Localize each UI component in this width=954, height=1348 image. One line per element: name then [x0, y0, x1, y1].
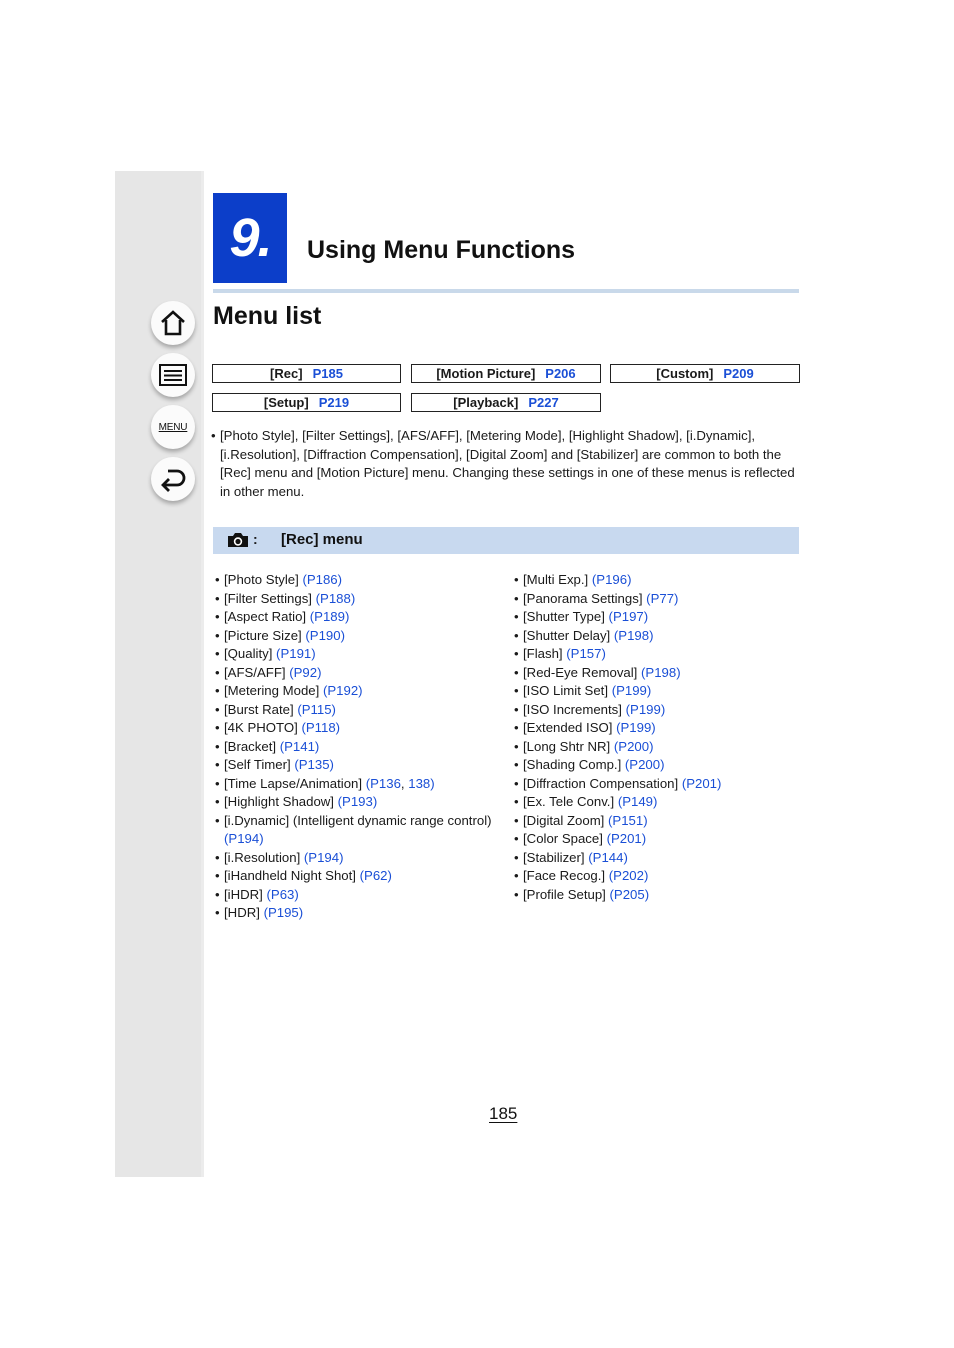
page-link[interactable]: (P62)	[359, 868, 392, 883]
menu-ref-setup	[212, 393, 401, 412]
page-link[interactable]: (P188)	[315, 590, 356, 606]
page-link[interactable]: (P77)	[646, 590, 679, 606]
page-link[interactable]: (P196)	[591, 572, 632, 587]
menu-ref-page-link[interactable]: P209	[723, 366, 754, 381]
list-icon	[158, 363, 188, 387]
page-link[interactable]: (P198)	[641, 664, 681, 680]
list-item	[215, 608, 495, 627]
list-item	[514, 701, 799, 720]
chapter-number: 9.	[213, 193, 287, 283]
page-link[interactable]: (P189)	[309, 609, 350, 624]
rec-menu-list-left	[215, 571, 495, 923]
list-item	[514, 664, 799, 683]
list-item	[215, 738, 495, 757]
page-link[interactable]: (P149)	[617, 794, 658, 809]
item-label: [Digital Zoom]	[523, 812, 605, 828]
rec-menu-header	[213, 527, 799, 554]
page-link[interactable]: (P201)	[681, 775, 722, 791]
menu-ref-rec	[212, 364, 401, 383]
item-label: [Profile Setup]	[523, 886, 606, 902]
list-item	[215, 886, 495, 905]
menu-ref-page-link[interactable]: P227	[528, 395, 559, 410]
item-label: [iHDR]	[224, 886, 263, 902]
item-label: [Highlight Shadow]	[224, 794, 334, 809]
list-item	[514, 830, 799, 849]
page-link-second[interactable]: 138)	[408, 775, 435, 791]
chapter-rule	[213, 289, 799, 293]
list-item	[514, 590, 799, 609]
item-label: [Panorama Settings]	[523, 590, 643, 606]
page-link[interactable]: (P115)	[297, 701, 336, 717]
rec-menu-colon: :	[253, 531, 258, 547]
item-label: [Shutter Delay]	[523, 627, 611, 643]
list-item	[514, 608, 799, 627]
item-label: [Multi Exp.]	[523, 572, 589, 587]
item-label: [Color Space]	[523, 831, 603, 846]
item-label: [Time Lapse/Animation]	[224, 775, 363, 791]
list-item	[514, 812, 799, 831]
item-label: [Quality]	[224, 646, 273, 661]
item-label: [Red-Eye Removal]	[523, 664, 638, 680]
item-label: [ISO Increments]	[523, 701, 622, 717]
list-item	[514, 719, 799, 738]
item-label: [Diffraction Compensation]	[523, 775, 679, 791]
page-link[interactable]: (P135)	[294, 757, 334, 772]
page-link[interactable]: (P197)	[608, 609, 649, 624]
item-label: [Ex. Tele Conv.]	[523, 794, 615, 809]
item-label: [4K PHOTO]	[224, 720, 298, 735]
list-item	[215, 571, 495, 590]
menu-ref-label: [Custom]	[656, 366, 714, 381]
item-label: [Bracket]	[224, 738, 277, 754]
page-link[interactable]: (P190)	[305, 627, 345, 643]
item-label: [AFS/AFF]	[224, 664, 286, 680]
item-label: [Long Shtr NR]	[523, 738, 611, 754]
note-text: [Photo Style], [Filter Settings], [AFS/AFF], [Metering Mode], [Highlight Shadow], [i.Dynamic], [i.Resolution], [Diffraction Compensation], [Digital Zoom] and [Stabilizer] are common to both the [Rec] menu and [Motion Picture] menu. Changing these settings in one of these menus is reflected in other menu.	[220, 428, 795, 499]
item-label: [Extended ISO]	[523, 720, 613, 735]
page-link[interactable]: (P191)	[276, 646, 316, 661]
item-label: [Picture Size]	[224, 627, 302, 643]
list-item	[514, 645, 799, 664]
item-label: [Metering Mode]	[224, 683, 320, 698]
list-item: • [Time Lapse/Animation] (P136, 138)	[215, 775, 495, 794]
home-icon	[158, 309, 188, 337]
item-label: [i.Dynamic] (Intelligent dynamic range control)	[224, 812, 492, 828]
menu-ref-label: [Setup]	[263, 395, 309, 410]
page-link[interactable]: (P136	[365, 775, 401, 791]
menu-button[interactable]	[151, 405, 195, 449]
list-item	[514, 867, 799, 886]
page-link[interactable]: (P200)	[624, 757, 665, 772]
note-bullet: •	[211, 428, 216, 443]
page-link[interactable]: (P118)	[301, 720, 341, 735]
item-label: [Self Timer]	[224, 757, 291, 772]
item-label: [ISO Limit Set]	[523, 683, 609, 698]
item-label: [HDR]	[224, 905, 260, 920]
list-item	[215, 756, 495, 775]
page-link[interactable]: (P92)	[289, 664, 322, 680]
item-label: [i.Resolution]	[224, 849, 301, 865]
rec-menu-title: [Rec] menu	[281, 531, 363, 548]
list-item	[215, 645, 495, 664]
list-item	[514, 793, 799, 812]
item-label: [Filter Settings]	[224, 590, 312, 606]
page-link[interactable]: (P157)	[566, 646, 606, 661]
list-item	[215, 793, 495, 812]
page-link[interactable]: (P199)	[611, 683, 652, 698]
page-link[interactable]: (P144)	[588, 849, 628, 865]
item-label: [iHandheld Night Shot]	[224, 868, 356, 883]
chapter-title: Using Menu Functions	[307, 236, 576, 264]
item-label: [Flash]	[523, 646, 563, 661]
menu-label: MENU	[158, 421, 188, 433]
list-item	[514, 886, 799, 905]
menu-ref-label: [Motion Picture]	[436, 366, 536, 381]
sidebar-divider	[201, 171, 204, 1177]
list-item	[514, 756, 799, 775]
menu-ref-label: [Playback]	[453, 395, 519, 410]
page-link[interactable]: (P195)	[263, 905, 304, 920]
page-link[interactable]: (P198)	[613, 627, 654, 643]
page-link[interactable]: (P151)	[608, 812, 648, 828]
page-link[interactable]: (P186)	[302, 572, 343, 587]
list-item	[215, 590, 495, 609]
item-label: [Burst Rate]	[224, 701, 294, 717]
page-link[interactable]: (P199)	[616, 720, 656, 735]
item-label: [Shutter Type]	[523, 609, 605, 624]
item-label: [Face Recog.]	[523, 868, 606, 883]
list-item	[215, 812, 495, 849]
menu-ref-page-link[interactable]: P206	[545, 366, 576, 381]
contents-button[interactable]	[151, 353, 195, 397]
page-link[interactable]: (P194)	[303, 849, 344, 865]
menu-ref-motion-picture	[411, 364, 601, 383]
list-item	[514, 682, 799, 701]
menu-ref-custom	[610, 364, 800, 383]
list-item	[215, 849, 495, 868]
list-item	[514, 627, 799, 646]
list-item	[215, 701, 495, 720]
list-item	[514, 775, 799, 794]
return-icon	[158, 466, 188, 492]
page-link[interactable]: (P199)	[625, 701, 666, 717]
list-item	[215, 664, 495, 683]
menu-ref-page-link[interactable]: P219	[318, 395, 350, 410]
item-label: [Shading Comp.]	[523, 757, 622, 772]
page-link[interactable]: (P201)	[606, 831, 647, 846]
common-settings-note	[211, 427, 799, 501]
list-item	[215, 627, 495, 646]
list-item	[215, 867, 495, 886]
item-label: [Photo Style]	[224, 572, 299, 587]
menu-ref-label: [Rec]	[270, 366, 303, 381]
list-item	[514, 849, 799, 868]
page-link[interactable]: (P202)	[608, 868, 649, 883]
page-link[interactable]: (P193)	[337, 794, 378, 809]
page-link[interactable]: (P141)	[279, 738, 320, 754]
rec-menu-list-right	[514, 571, 799, 904]
page-link[interactable]: (P63)	[266, 886, 299, 902]
back-button[interactable]	[151, 457, 195, 501]
page-link[interactable]: (P192)	[322, 683, 363, 698]
list-item	[215, 682, 495, 701]
page-link[interactable]: (P200)	[613, 738, 654, 754]
item-label: [Aspect Ratio]	[224, 609, 307, 624]
camera-icon	[226, 531, 250, 549]
page-number: 185	[489, 1104, 518, 1123]
list-item	[514, 738, 799, 757]
home-button[interactable]	[151, 301, 195, 345]
list-item	[215, 904, 495, 923]
page-link[interactable]: (P205)	[609, 886, 650, 902]
page-link[interactable]: (P194)	[224, 831, 264, 846]
section-title: Menu list	[213, 302, 322, 330]
list-item	[514, 571, 799, 590]
item-label: [Stabilizer]	[523, 849, 585, 865]
list-item	[215, 719, 495, 738]
menu-ref-playback	[411, 393, 601, 412]
menu-ref-page-link[interactable]: P185	[312, 366, 343, 381]
